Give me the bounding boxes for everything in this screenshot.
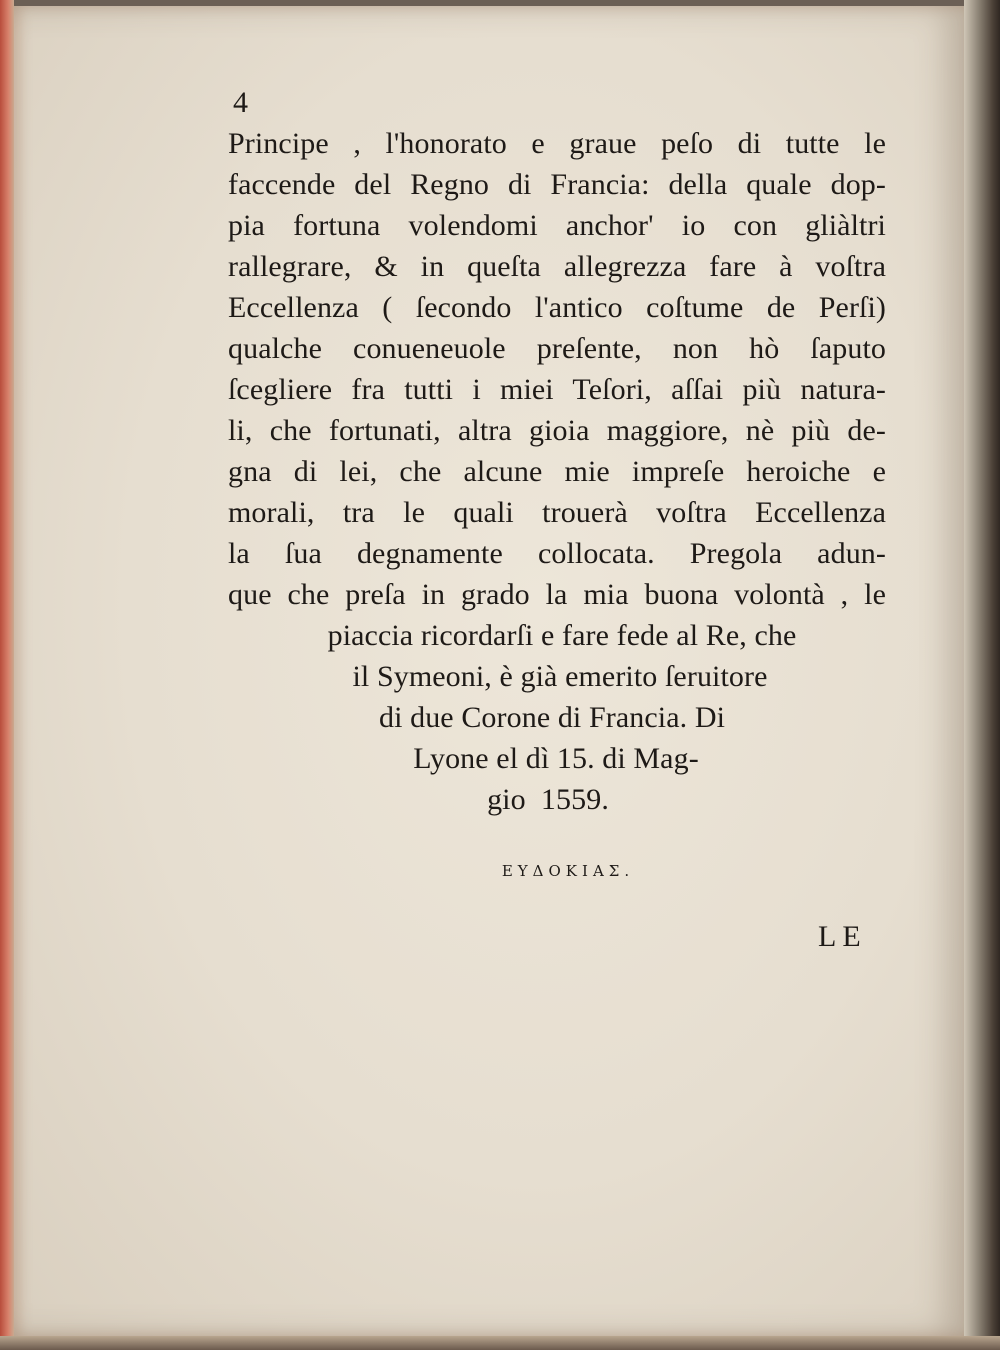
text-line: Eccellenza ( ſecondo l'antico coſtume de Perſi) — [228, 291, 886, 324]
text-line: morali, tra le quali trouerà voſtra Eccellenza — [228, 496, 886, 529]
text-line: la ſua degnamente collocata. Pregola adun- — [228, 537, 886, 570]
text-line: faccende del Regno di Francia: della quale dop- — [228, 168, 886, 201]
text-line: Principe , l'honorato e graue peſo di tutte le — [228, 127, 886, 160]
centered-line: gio 1559. — [487, 783, 609, 816]
text-line: li, che fortunati, altra gioia maggiore, nè più de- — [228, 414, 886, 447]
text-line: qualche conueneuole preſente, non hò ſaputo — [228, 332, 886, 365]
greek-motto: ΕΥΔΟΚΙΑΣ. — [501, 862, 635, 880]
centered-line: Lyone el dì 15. di Mag- — [413, 742, 699, 775]
text-line: gna di lei, che alcune mie impreſe heroiche e — [228, 455, 886, 488]
text-line: pia fortuna volendomi anchor' io con gliàltri — [228, 209, 886, 242]
book-gutter — [964, 0, 1000, 1350]
centered-line: il Symeoni, è già emerito ſeruitore — [352, 660, 768, 693]
page-number: 4 — [233, 86, 248, 119]
centered-line: piaccia ricordarſi e fare fede al Re, che — [327, 619, 797, 652]
text-line: que che preſa in grado la mia buona volontà , le — [228, 578, 886, 611]
text-line: rallegrare, & in queſta allegrezza fare à voſtra — [228, 250, 886, 283]
page-edge-left — [0, 0, 14, 1350]
page-edge-bottom — [0, 1336, 1000, 1350]
centered-line: di due Corone di Francia. Di — [378, 701, 726, 734]
catchword: LE — [818, 920, 867, 953]
text-line: ſcegliere fra tutti i miei Teſori, aſſai più natura- — [228, 373, 886, 406]
